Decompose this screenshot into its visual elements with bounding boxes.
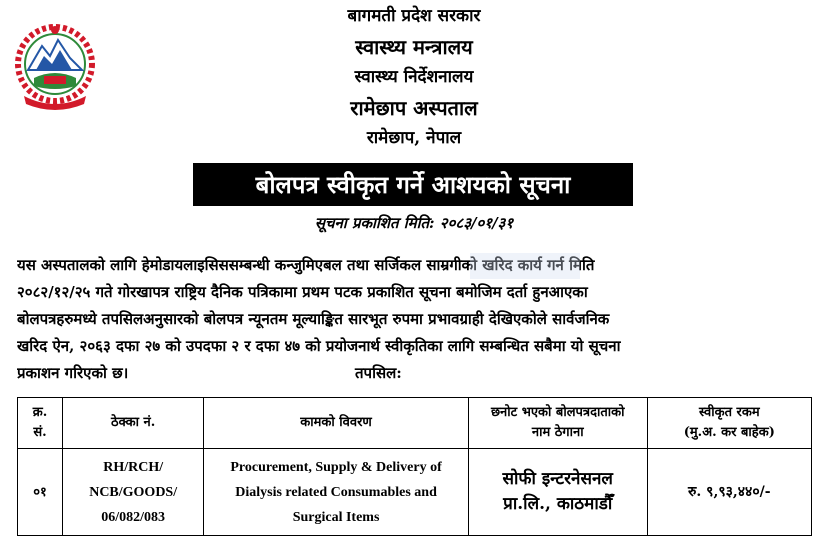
notice-body — [17, 252, 812, 387]
body-line-last — [17, 360, 812, 387]
body-line: प्रकाशन गरिएको छ। — [17, 364, 129, 382]
schedule-label: तपसिल: — [355, 364, 402, 382]
cell-bidder: सोफी इन्टरनेसनल प्रा.लि., काठमाडौँ — [468, 449, 647, 536]
header-bidder: छनोट भएको बोलपत्रदाताको नाम ठेगाना — [468, 398, 647, 449]
cell-description: Procurement, Supply & Delivery of Dialysis related Consumables and Surgical Items — [204, 449, 469, 536]
published-date: सूचना प्रकाशित मिति: २०८३/०१/३१ — [314, 214, 514, 232]
ministry-name: स्वास्थ्य मन्त्रालय — [355, 35, 473, 59]
hospital-address: रामेछाप, नेपाल — [366, 128, 462, 148]
hospital-name: रामेछाप अस्पताल — [350, 96, 478, 120]
table-row — [18, 449, 812, 536]
notice-title: बोलपत्र स्वीकृत गर्ने आशयको सूचना — [193, 163, 633, 206]
header-contract-no: ठेक्का नं. — [63, 398, 204, 449]
award-table — [17, 397, 812, 536]
directorate-name: स्वास्थ्य निर्देशनालय — [354, 67, 474, 87]
body-line: बोलपत्रहरुमध्ये तपसिलअनुसारको बोलपत्र न्यूनतम मूल्याङ्कित सारभूत रुपमा प्रभावग्राही देखिएकोले सार्वजनिक — [17, 310, 610, 328]
office-header — [0, 6, 828, 147]
body-line: यस अस्पतालको लागि हेमोडायलाइसिससम्बन्धी कन्जुमिएबल तथा सर्जिकल साम्रगीको खरिद कार्य गर्न मिति — [17, 256, 595, 274]
table-header-row — [18, 398, 812, 449]
header-amount: स्वीकृत रकम (मु.अ. कर बाहेक) — [647, 398, 811, 449]
header-serial: क्र. सं. — [18, 398, 63, 449]
body-line: खरिद ऐन, २०६३ दफा २७ को उपदफा २ र दफा ४७ को प्रयोजनार्थ स्वीकृतिका लागि सम्बन्धित सबैमा यो सूचना — [17, 337, 621, 355]
cell-serial: ०१ — [18, 449, 63, 536]
header-description: कामको विवरण — [204, 398, 469, 449]
cell-contract-no: RH/RCH/ NCB/GOODS/ 06/082/083 — [63, 449, 204, 536]
province-government: बागमती प्रदेश सरकार — [347, 6, 481, 26]
body-line: २०८२/१२/२५ गते गोरखापत्र राष्ट्रिय दैनिक पत्रिकामा प्रथम पटक प्रकाशित सूचना बमोजिम दर्ता हुनआएका — [17, 283, 588, 301]
cell-amount: रु. ९,९३,४४०/- — [647, 449, 811, 536]
